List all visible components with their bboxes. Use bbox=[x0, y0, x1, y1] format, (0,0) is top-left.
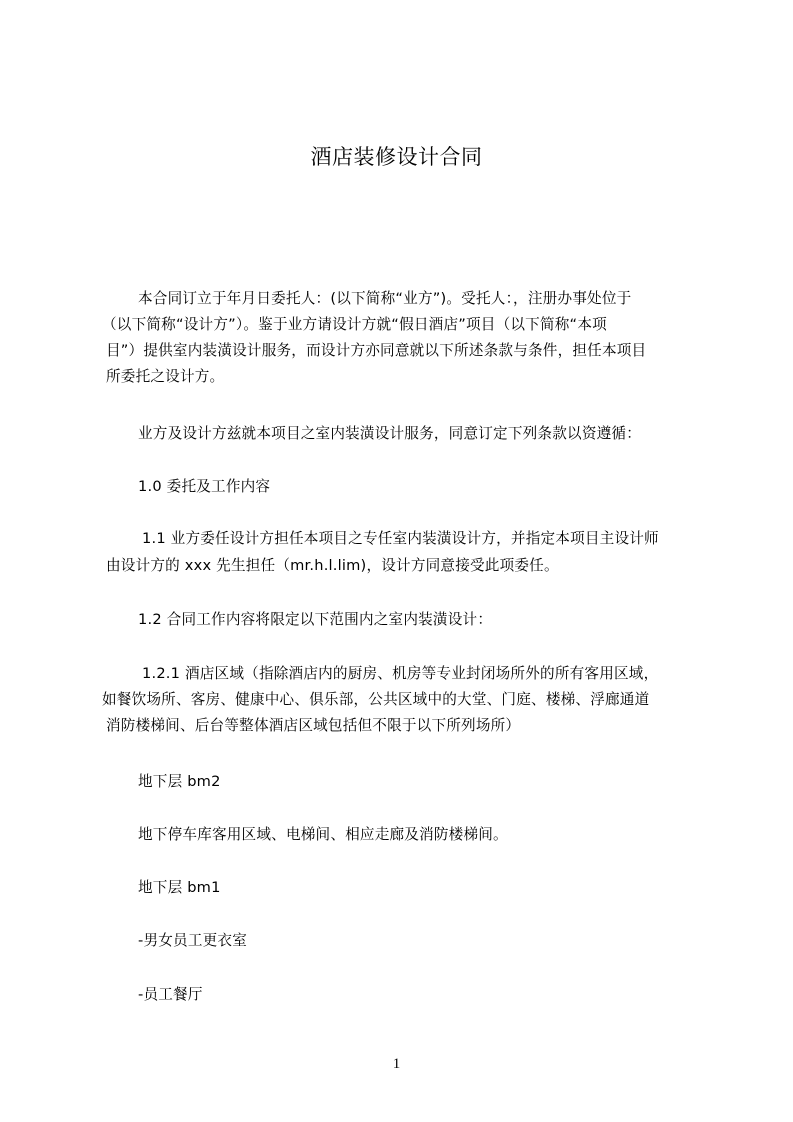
basement-bm2-detail: 地下停车库客用区域、电梯间、相应走廊及消防楼梯间。 bbox=[138, 826, 508, 843]
bm1-list-item-locker-room: -男女员工更衣室 bbox=[138, 932, 248, 949]
section-1-1-line-2: 由设计方的 xxx 先生担任（mr.h.l.lim)，设计方同意接受此项委任。 bbox=[106, 557, 559, 574]
basement-bm1-heading: 地下层 bm1 bbox=[138, 879, 221, 896]
section-1-2-line: 1.2 合同工作内容将限定以下范围内之室内装潢设计： bbox=[138, 611, 493, 628]
section-1-2-1-line-2: 如餐饮场所、客房、健康中心、俱乐部，公共区域中的大堂、门庭、楼梯、浮廊通道 bbox=[102, 691, 650, 708]
bm1-list-item-staff-canteen: -员工餐厅 bbox=[138, 986, 203, 1003]
preamble-line-4: 所委托之设计方。 bbox=[106, 368, 225, 385]
section-heading-1-0: 1.0 委托及工作内容 bbox=[138, 478, 271, 495]
basement-bm2-heading: 地下层 bm2 bbox=[138, 773, 221, 790]
section-1-2-1-line-1: 1.2.1 酒店区域（指除酒店内的厨房、机房等专业封闭场所外的所有客用区域， bbox=[142, 665, 659, 682]
page-number: 1 bbox=[392, 1056, 401, 1072]
section-1-1-line-1: 1.1 业方委任设计方担任本项目之专任室内装潢设计方，并指定本项目主设计师 bbox=[142, 530, 659, 547]
preamble-line-3: 目”）提供室内装潢设计服务，而设计方亦同意就以下所述条款与条件，担任本项目 bbox=[106, 342, 647, 359]
preamble-line-2: （以下简称“设计方”）。鉴于业方请设计方就“假日酒店”项目（以下简称“本项 bbox=[102, 316, 607, 333]
document-title: 酒店装修设计合同 bbox=[310, 145, 483, 169]
agreement-line: 业方及设计方兹就本项目之室内装潢设计服务，同意订定下列条款以资遵循： bbox=[138, 425, 641, 442]
preamble-line-1: 本合同订立于年月日委托人：(以下简称“业方”)。受托人：，注册办事处位于 bbox=[138, 290, 632, 307]
section-1-2-1-line-3: 消防楼梯间、后台等整体酒店区域包括但不限于以下所列场所） bbox=[106, 717, 521, 734]
